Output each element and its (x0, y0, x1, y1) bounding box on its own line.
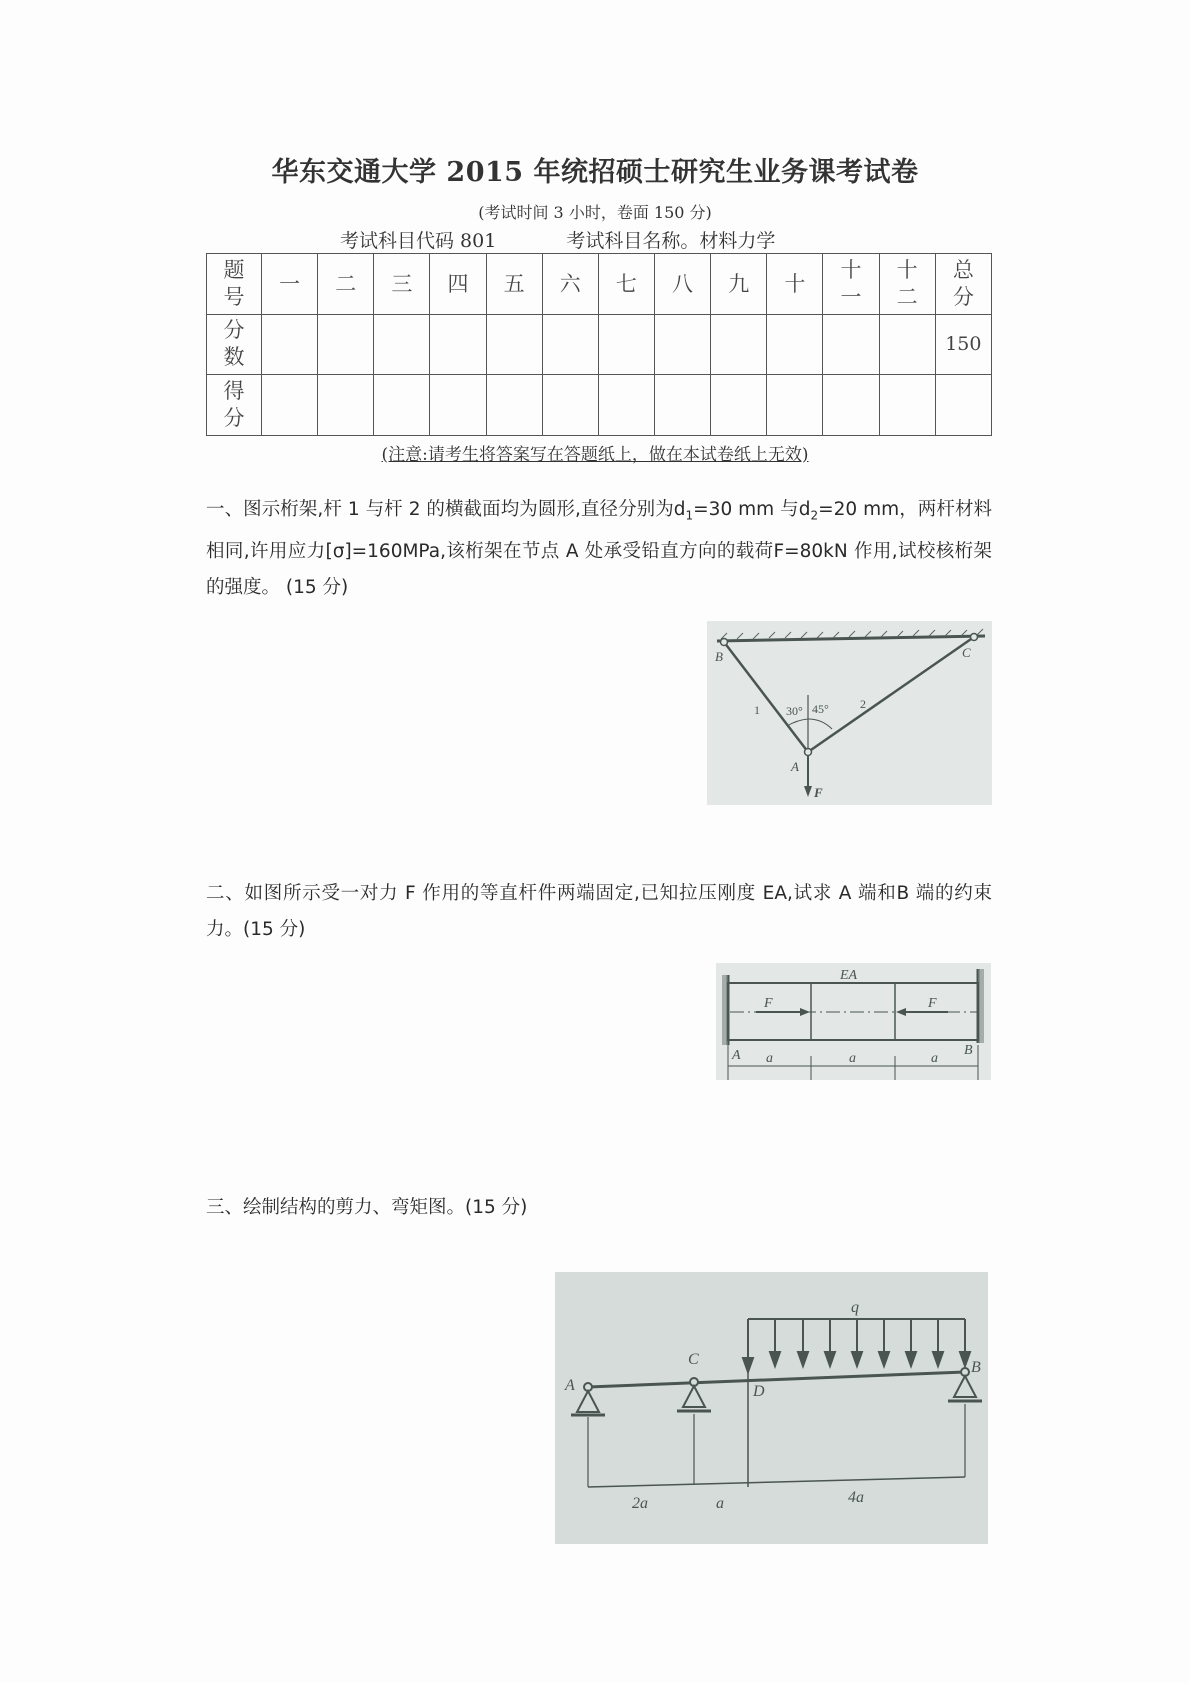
label-seg-3: 4a (848, 1489, 864, 1506)
column-header: 十 (767, 254, 823, 315)
column-header: 九 (711, 254, 767, 315)
points-cell (879, 314, 935, 375)
score-cell (430, 375, 486, 436)
label-angle-45: 45° (812, 702, 829, 716)
points-cell (374, 314, 430, 375)
column-header: 四 (430, 254, 486, 315)
pin-B (721, 639, 728, 646)
force-left-arrowhead (800, 1008, 810, 1016)
label-angle-30: 30° (786, 704, 803, 718)
score-cell (654, 375, 710, 436)
ceiling-support (717, 629, 985, 641)
column-header: 五 (486, 254, 542, 315)
score-cell (767, 375, 823, 436)
score-cell (374, 375, 430, 436)
row-header: 得 分 (207, 375, 262, 436)
points-cell (486, 314, 542, 375)
score-cell (879, 375, 935, 436)
label-B: B (715, 649, 723, 664)
total-points-cell: 150 (935, 314, 991, 375)
points-cell (542, 314, 598, 375)
exam-notice: (注意:请考生将答案写在答题纸上，做在本试卷纸上无效) (381, 445, 809, 465)
label-bar-1: 1 (754, 703, 760, 717)
question-2-text: 二、如图所示受一对力 F 作用的等直杆件两端固定,已知拉压刚度 EA,试求 A 端和B 端的约束力。(15 分) (206, 883, 992, 940)
score-cell (262, 375, 318, 436)
label-seg-2: a (716, 1495, 724, 1512)
column-header: 总 分 (935, 254, 991, 315)
question-number-row (207, 254, 992, 315)
pin-A (805, 749, 812, 756)
column-header: 三 (374, 254, 430, 315)
subject-info (340, 226, 775, 253)
score-cell (598, 375, 654, 436)
angle-30-arc (787, 719, 808, 726)
column-header: 六 (542, 254, 598, 315)
score-row (207, 375, 992, 436)
pin-C (971, 634, 978, 641)
points-cell (654, 314, 710, 375)
beam-figure (555, 1272, 988, 1544)
column-header: 七 (598, 254, 654, 315)
column-header: 一 (262, 254, 318, 315)
exam-duration-note: (考试时间 3 小时，卷面 150 分) (478, 203, 712, 222)
points-cell (430, 314, 486, 375)
points-cell (318, 314, 374, 375)
label-F-right: F (928, 996, 937, 1011)
points-cell (262, 314, 318, 375)
label-B: B (964, 1043, 973, 1058)
label-F: F (814, 785, 823, 800)
score-cell (935, 375, 991, 436)
angle-45-arc (808, 719, 832, 729)
points-cell (598, 314, 654, 375)
score-cell (486, 375, 542, 436)
score-table (206, 253, 992, 436)
points-cell (711, 314, 767, 375)
label-A: A (791, 759, 799, 774)
label-q: q (851, 1299, 859, 1316)
label-seg-2: a (849, 1051, 856, 1066)
label-seg-1: a (766, 1051, 773, 1066)
fixed-bar-figure (716, 963, 991, 1080)
truss-figure (707, 621, 992, 805)
bar-2 (808, 637, 974, 752)
points-cell (767, 314, 823, 375)
label-seg-1: 2a (632, 1495, 648, 1512)
column-header: 十 一 (823, 254, 879, 315)
points-cell (823, 314, 879, 375)
score-cell (318, 375, 374, 436)
subject-code: 考试科目代码 801 (340, 230, 497, 252)
force-right-arrowhead (896, 1008, 906, 1016)
label-bar-2: 2 (860, 697, 866, 711)
label-seg-3: a (931, 1051, 938, 1066)
force-arrowhead (804, 786, 812, 797)
column-header: 八 (654, 254, 710, 315)
score-cell (823, 375, 879, 436)
label-F-left: F (764, 996, 773, 1011)
label-C: C (688, 1351, 699, 1368)
subject-name: 考试科目名称。材料力学 (566, 230, 776, 252)
label-A: A (732, 1048, 741, 1063)
label-C: C (962, 645, 971, 660)
column-header: 十 二 (879, 254, 935, 315)
row-header: 分 数 (207, 314, 262, 375)
column-header: 二 (318, 254, 374, 315)
question-3-text: 三、绘制结构的剪力、弯矩图。(15 分) (206, 1197, 528, 1218)
label-B: B (971, 1359, 981, 1376)
row-header: 题 号 (207, 254, 262, 315)
score-cell (542, 375, 598, 436)
bar-1 (724, 642, 808, 752)
score-cell (711, 375, 767, 436)
question-1-text: 一、图示桁架,杆 1 与杆 2 的横截面均为圆形,直径分别为$d_1=30$ mm 与$d_2=20$ mm，两杆材料相同,许用应力[σ]=160MPa,该桁架在节点 A 处承受铅直方向的载荷F=80kN 作用,试校核桁架的强度。 (15 分) (206, 499, 993, 598)
label-EA: EA (840, 968, 858, 983)
label-A: A (565, 1377, 575, 1394)
exam-title: 华东交通大学 2015 年统招硕士研究生业务课考试卷 (271, 157, 919, 188)
points-row (207, 314, 992, 375)
label-D: D (753, 1383, 765, 1400)
